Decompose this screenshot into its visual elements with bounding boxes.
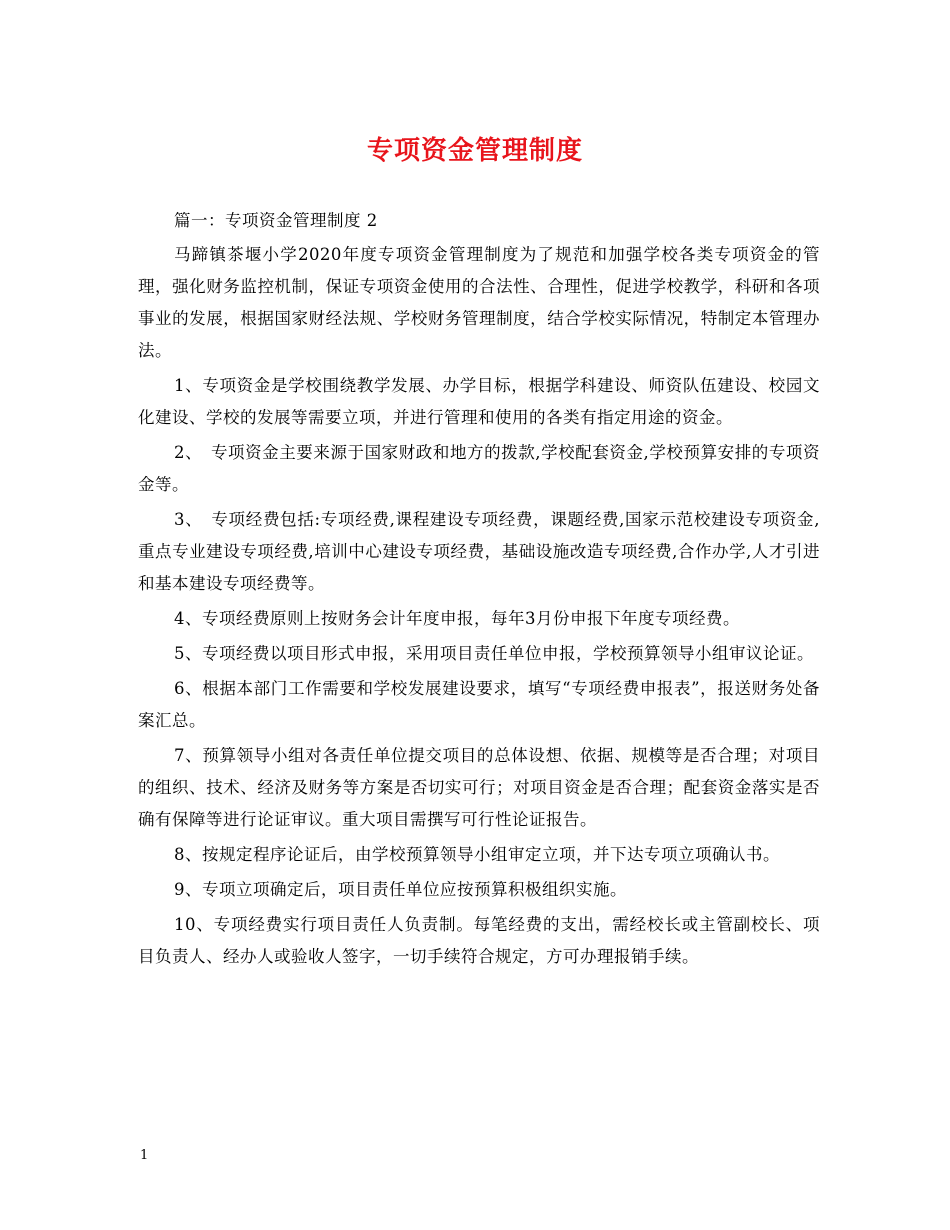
- paragraph-item-3: 3、 专项经费包括:专项经费,课程建设专项经费，课题经费,国家示范校建设专项资金,重点专业建设专项经费,培训中心建设专项经费，基础设施改造专项经费,合作办学,人才引进和基本建设专项经费等。: [138, 510, 820, 593]
- paragraph-item-9: 9、专项立项确定后，项目责任单位应按预算积极组织实施。: [174, 880, 627, 899]
- paragraph-item-8: 8、按规定程序论证后，由学校预算领导小组审定立项，并下达专项立项确认书。: [174, 845, 780, 864]
- paragraph-item-1: 1、专项资金是学校围绕教学发展、办学目标，根据学科建设、师资队伍建设、校园文化建设、学校的发展等需要立项，并进行管理和使用的各类有指定用途的资金。: [138, 376, 820, 427]
- page-number: 1: [140, 1148, 149, 1163]
- page-title: 专项资金管理制度: [366, 136, 583, 166]
- paragraph-item-5: 5、专项经费以项目形式申报，采用项目责任单位申报，学校预算领导小组审议论证。: [174, 644, 814, 663]
- paragraph-item-4: 4、专项经费原则上按财务会计年度申报，每年3月份申报下年度专项经费。: [174, 609, 740, 628]
- paragraph-intro: 马蹄镇茶堰小学2020年度专项资金管理制度为了规范和加强学校各类专项资金的管理，强化财务监控机制，保证专项资金使用的合法性、合理性，促进学校教学，科研和各项事业的发展，根据国家财经法规、学校财务管理制度，结合学校实际情况，特制定本管理办法。: [138, 245, 820, 360]
- paragraph-item-10: 10、专项经费实行项目责任人负责制。每笔经费的支出，需经校长或主管副校长、项目负责人、经办人或验收人签字，一切手续符合规定，方可办理报销手续。: [138, 915, 820, 966]
- paragraph-item-2: 2、 专项资金主要来源于国家财政和地方的拨款,学校配套资金,学校预算安排的专项资金等。: [138, 443, 820, 494]
- section-subheading: 篇一：专项资金管理制度 2: [174, 211, 378, 230]
- paragraph-item-6: 6、根据本部门工作需要和学校发展建设要求，填写“专项经费申报表”，报送财务处备案汇总。: [138, 679, 820, 730]
- paragraph-item-7: 7、预算领导小组对各责任单位提交项目的总体设想、依据、规模等是否合理；对项目的组织、技术、经济及财务等方案是否切实可行；对项目资金是否合理；配套资金落实是否确有保障等进行论证审议。重大项目需撰写可行性论证报告。: [138, 746, 820, 829]
- document-body: [138, 205, 820, 976]
